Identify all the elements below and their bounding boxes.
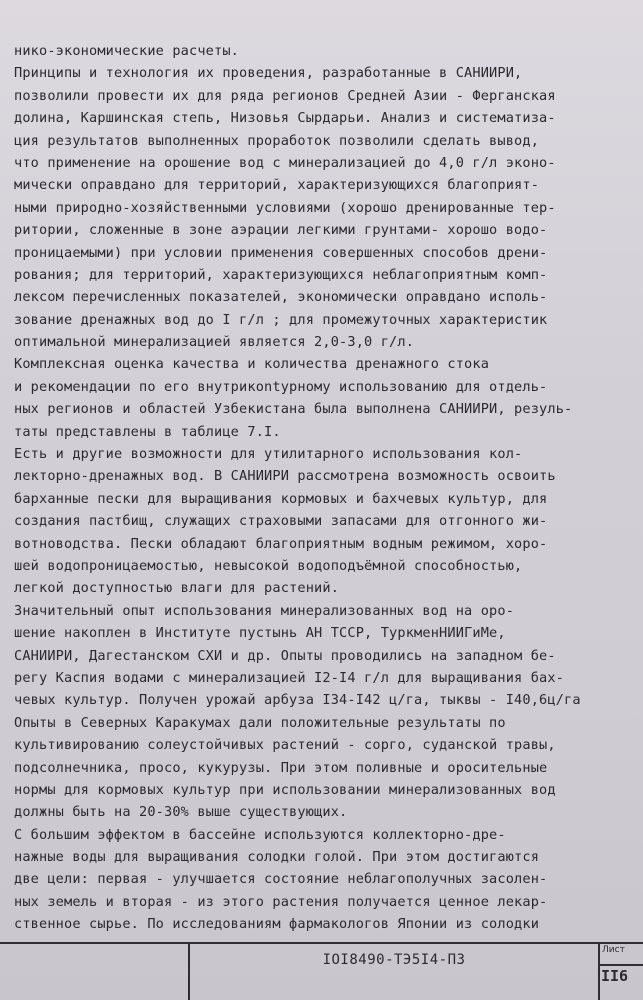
text-line: вотноводства. Пески обладают благоприятным водным режимом, хоро- <box>14 535 548 552</box>
text-line: Есть и другие возможности для утилитарного использования кол- <box>14 446 523 463</box>
text-line: нормы для кормовых культур при использовании минерализованных вод <box>14 781 556 798</box>
text-line: нико-экономические расчеты. <box>14 43 240 59</box>
text-line: культивированию солеустойчивых растений - сорго, суданской травы, <box>14 737 556 754</box>
text-line: и рекомендации по его внутрикontурному использованию для отдель- <box>14 378 548 395</box>
text-line: регу Каспия водами с минерализацией I2-I4 г/л для выращивания бах- <box>14 669 565 686</box>
sheet-number: II6 <box>601 967 629 985</box>
text-line: шение накоплен в Институте пустынь АН ТССР, ТуркменНИИГиМе, <box>14 625 506 642</box>
sheet-cell-divider <box>598 964 643 966</box>
text-line: САНИИРИ, Дагестанском СХИ и др. Опыты проводились на западном бе- <box>14 647 556 664</box>
sheet-label: Лист <box>602 945 625 955</box>
text-line: ственное сырье. По исследованиям фармакологов Японии из солодки <box>14 916 540 933</box>
text-line: ных регионов и областей Узбекистана была выполнена САНИИРИ, резуль- <box>14 401 573 418</box>
text-line: лекторно-дренажных вод. В САНИИРИ рассмотрена возможность освоить <box>14 468 556 485</box>
text-line: Значительный опыт использования минерализованных вод на оро- <box>14 602 515 619</box>
text-line: Принципы и технология их проведения, разработанные в САНИИРИ, <box>14 65 523 82</box>
text-line: мически оправдано для территорий, характеризующихся благоприят- <box>14 177 540 194</box>
text-line: долина, Каршинская степь, Низовья Сырдарьи. Анализ и систематиза- <box>14 110 556 127</box>
text-line: легкой доступностью влаги для растений. <box>14 580 340 597</box>
text-line: две цели: первая - улучшается состояние неблагополучных засолен- <box>14 871 548 888</box>
title-block-border-top <box>0 942 643 944</box>
document-code: IOI8490-ТЭ5I4-ПЗ <box>322 952 466 968</box>
text-line: что применение на орошение вод с минерализацией до 4,0 г/л эконо- <box>14 154 556 171</box>
title-block-border-left <box>188 942 190 1000</box>
title-block-border-right <box>598 942 600 1000</box>
text-line: Комплексная оценка качества и количества дренажного стока <box>14 356 490 373</box>
text-line: создания пастбищ, служащих страховыми запасами для отгонного жи- <box>14 513 548 530</box>
text-line: ных земель и вторая - из этого растения получается ценное лекар- <box>14 893 548 910</box>
text-line: нажные воды для выращивания солодки голой. При этом достигаются <box>14 849 540 866</box>
text-line: должны быть на 20-30% выше существующих. <box>14 804 348 821</box>
text-line: ция результатов выполненных проработок позволили сделать вывод, <box>14 132 540 149</box>
body-text <box>14 40 639 936</box>
text-line: Опыты в Северных Каракумах дали положительные результаты по <box>14 714 506 731</box>
text-line: зование дренажных вод до I г/л ; для промежуточных характеристик <box>14 311 548 328</box>
text-line: ными природно-хозяйственными условиями (хорошо дренированные тер- <box>14 199 556 216</box>
text-line: позволили провести их для ряда регионов Средней Азии - Ферганская <box>14 87 556 104</box>
text-line: шей водопроницаемостью, невысокой водоподъёмной способностью, <box>14 557 523 574</box>
text-line: барханные пески для выращивания кормовых и бахчевых культур, для <box>14 490 548 507</box>
text-line: ритории, сложенные в зоне аэрации легкими грунтами- хорошо водо- <box>14 222 548 239</box>
text-line: чевых культур. Получен урожай арбуза I34-I42 ц/га, тыквы - I40,6ц/га <box>14 692 581 709</box>
text-line: С большим эффектом в бассейне используются коллекторно-дре- <box>14 826 506 843</box>
text-line: подсолнечника, просо, кукурузы. При этом поливные и оросительные <box>14 759 548 776</box>
text-line: лексом перечисленных показателей, экономически оправдано исполь- <box>14 289 548 306</box>
text-line: оптимальной минерализацией является 2,0-3,0 г/л. <box>14 334 415 351</box>
text-line: проницаемыми) при условии применения совершенных способов дрени- <box>14 244 548 261</box>
text-line: рования; для территорий, характеризующихся неблагоприятным комп- <box>14 266 548 283</box>
text-line: таты представлены в таблице 7.I. <box>14 423 281 440</box>
